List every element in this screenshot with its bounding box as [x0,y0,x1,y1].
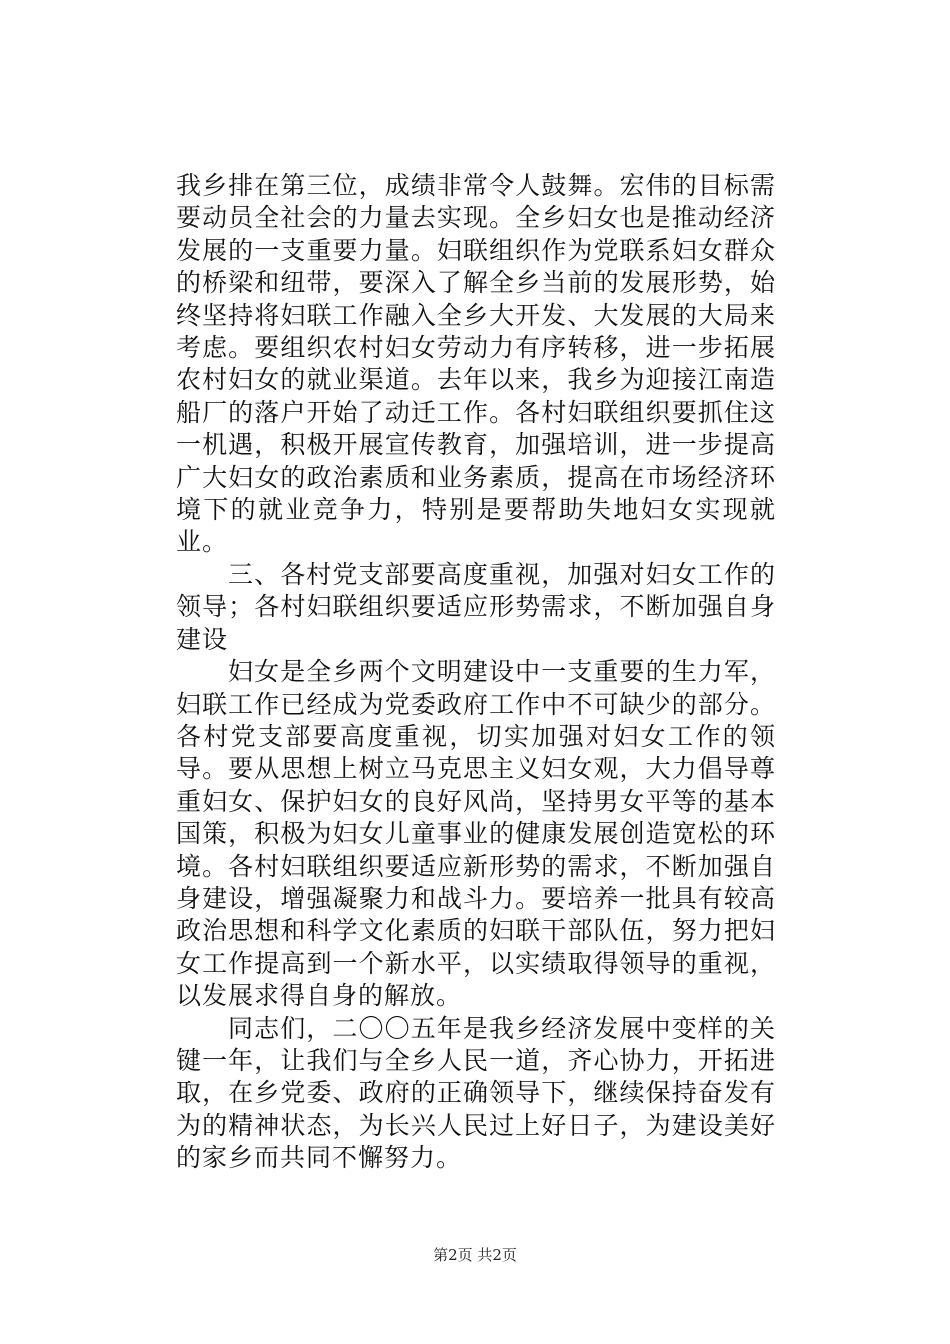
section-heading-3: 三、各村党支部要高度重视，加强对妇女工作的领导；各村妇联组织要适应形势需求，不断加强自身建设 [176,559,776,654]
document-body [176,170,776,1175]
paragraph-closing: 同志们，二〇〇五年是我乡经济发展中变样的关键一年，让我们与全乡人民一道，齐心协力，开拓进取，在乡党委、政府的正确领导下，继续保持奋发有为的精神状态，为长兴人民过上好日子，为建设美好的家乡而共同不懈努力。 [176,1013,776,1173]
paragraph-1: 我乡排在第三位，成绩非常令人鼓舞。宏伟的目标需要动员全社会的力量去实现。全乡妇女也是推动经济发展的一支重要力量。妇联组织作为党联系妇女群众的桥梁和纽带，要深入了解全乡当前的发展形势，始终坚持将妇联工作融入全乡大开发、大发展的大局来考虑。要组织农村妇女劳动力有序转移，进一步拓展农村妇女的就业渠道。去年以来，我乡为迎接江南造船厂的落户开始了动迁工作。各村妇联组织要抓住这一机遇，积极开展宣传教育，加强培训，进一步提高广大妇女的政治素质和业务素质，提高在市场经济环境下的就业竞争力，特别是要帮助失地妇女实现就业。 [176,171,776,557]
paragraph-2: 妇女是全乡两个文明建设中一支重要的生力军，妇联工作已经成为党委政府工作中不可缺少的部分。各村党支部要高度重视，切实加强对妇女工作的领导。要从思想上树立马克思主义妇女观，大力倡导尊重妇女、保护妇女的良好风尚，坚持男女平等的基本国策，积极为妇女儿童事业的健康发展创造宽松的环境。各村妇联组织要适应新形势的需求，不断加强自身建设，增强凝聚力和战斗力。要培养一批具有较高政治思想和科学文化素质的妇联干部队伍，努力把妇女工作提高到一个新水平，以实绩取得领导的重视，以发展求得自身的解放。 [176,657,776,1011]
page-number-footer: 第2页 共2页 [433,1246,517,1264]
